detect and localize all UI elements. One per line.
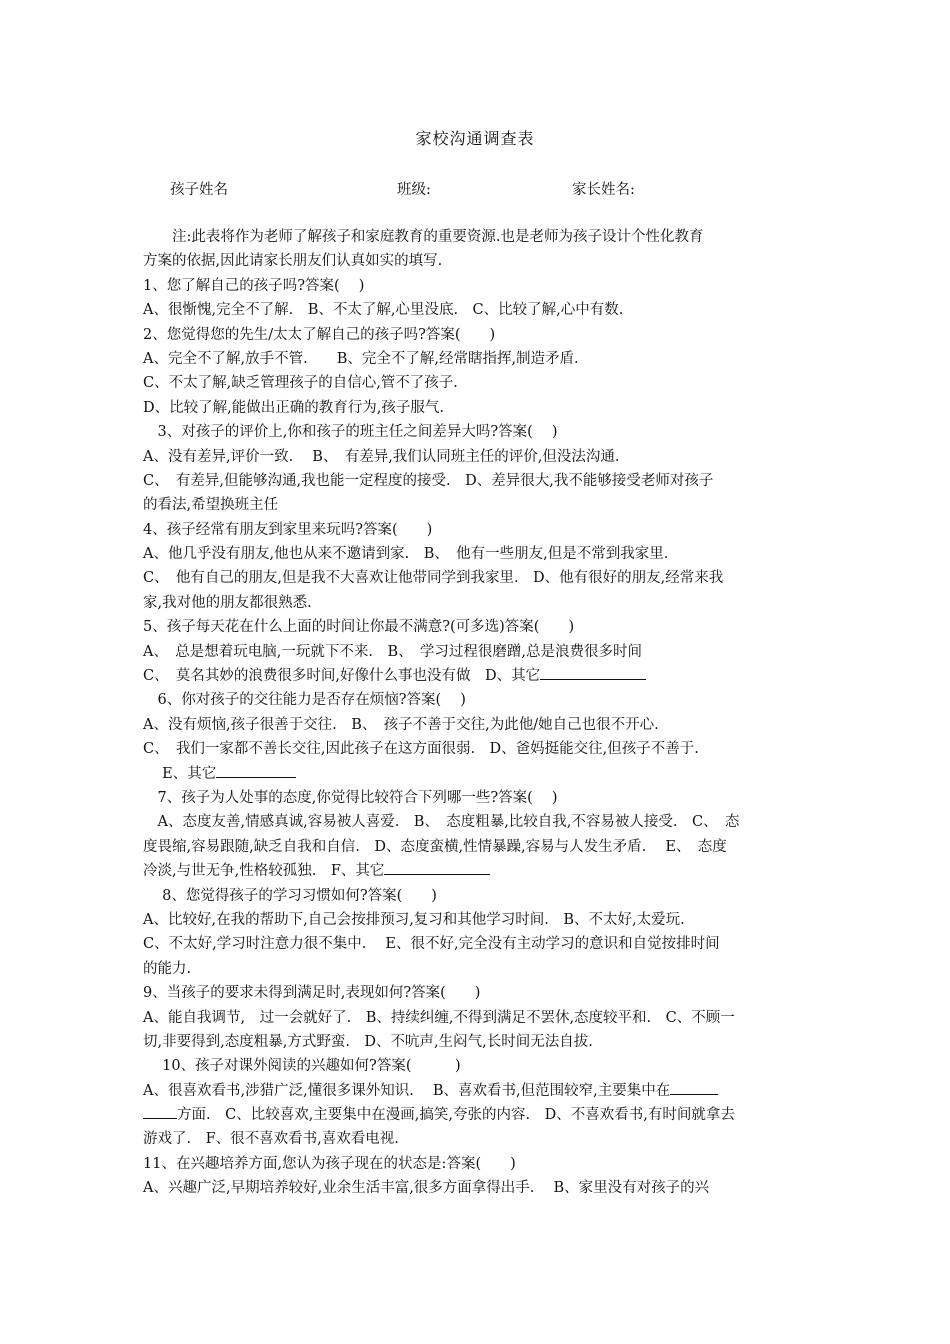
option-line-with-blank [143,762,810,786]
option-line-with-blank [143,859,810,883]
question-line: 6、你对孩子的交往能力是否存在烦恼?答案( ) [143,692,466,709]
option-text: C、 莫名其妙的浪费很多时间,好像什么事也没有做 D、其它 [143,668,541,685]
option-line: 切,非要得到,态度粗暴,方式野蛮. D、不吭声,生闷气,长时间无法自拔. [143,1033,593,1050]
option-text: A、很喜欢看书,涉猎广泛,懂很多课外知识. B、喜欢看书,但范围较窄,主要集中在 [143,1082,671,1099]
question-line: 2、您觉得您的先生/太太了解自己的孩子吗?答案( ) [143,326,496,343]
option-line: A、兴趣广泛,早期培养较好,业余生活丰富,很多方面拿得出手. B、家里没有对孩子的兴 [143,1180,710,1197]
option-line-with-blank [143,664,810,688]
option-line: 家,我对他的朋友都很熟悉. [143,594,312,611]
question-line: 10、孩子对课外阅读的兴趣如何?答案( ) [143,1058,461,1075]
option-line-with-blank [143,1079,810,1103]
child-name-label: 孩子姓名 [170,182,228,198]
option-line: A、 总是想着玩电脑,一玩就下不来. B、 学习过程很磨蹭,总是浪费很多时间 [143,643,642,660]
survey-body [143,225,810,1201]
question-line: 8、您觉得孩子的学习习惯如何?答案( ) [143,887,437,904]
option-line: C、不太了解,缺乏管理孩子的自信心,管不了孩子. [143,375,458,392]
option-line: C、不太好,学习时注意力很不集中. E、很不好,完全没有主动学习的意识和自觉按排时间 [143,936,720,953]
option-line: A、比较好,在我的帮助下,自己会按排预习,复习和其他学习时间. B、不太好,太爱玩. [143,911,685,928]
question-line: 11、在兴趣培养方面,您认为孩子现在的状态是:答案( ) [143,1155,516,1172]
option-line: A、完全不了解,放手不管. B、完全不了解,经常瞎指挥,制造矛盾. [143,350,579,367]
info-row [0,178,950,198]
fill-blank[interactable] [670,1080,718,1095]
text-line: 注:此表将作为老师了解孩子和家庭教育的重要资源.也是老师为孩子设计个性化教育 [143,229,704,245]
question-line: 4、孩子经常有朋友到家里来玩吗?答案( ) [143,521,433,538]
option-line: A、他几乎没有朋友,他也从来不邀请到家. B、 他有一些朋友,但是不常到我家里. [143,546,669,563]
option-line: C、 他有自己的朋友,但是我不大喜欢让他带同学到我家里. D、他有很好的朋友,经常来我 [143,570,724,587]
question-line: 3、对孩子的评价上,你和孩子的班主任之间差异大吗?答案( ) [143,424,558,441]
question-line: 5、孩子每天花在什么上面的时间让你最不满意?(可多选)答案( ) [143,619,575,636]
page-title: 家校沟通调查表 [415,129,535,148]
option-line: 度畏缩,容易跟随,缺乏自我和自信. D、态度蛮横,性情暴躁,容易与人发生矛盾. E、 态度 [143,838,727,855]
option-line-with-blank [143,1103,810,1127]
question-line: 1、您了解自己的孩子吗?答案( ) [143,277,365,294]
option-line: 游戏了. F、很不喜欢看书,喜欢看电视. [143,1131,399,1148]
fill-blank[interactable] [216,763,296,778]
option-text: E、其它 [143,765,217,782]
text-line: 方案的依据,因此请家长朋友们认真如实的填写. [143,253,443,270]
question-line: 7、孩子为人处事的态度,你觉得比较符合下列哪一些?答案( ) [143,789,558,806]
option-line: 的看法,希望换班主任 [143,497,279,514]
option-line: A、很惭愧,完全不了解. B、不太了解,心里没底. C、比较了解,心中有数. [143,302,624,319]
option-text: 方面. C、比较喜欢,主要集中在漫画,搞笑,夸张的内容. D、不喜欢看书,有时间就拿去 [177,1107,735,1124]
fill-blank[interactable] [384,860,490,875]
option-line: A、态度友善,情感真诚,容易被人喜爱. B、 态度粗暴,比较自我,不容易被人接受. C、 态 [143,814,740,831]
option-line: 的能力. [143,960,192,977]
class-label: 班级: [397,182,431,198]
option-text: 冷淡,与世无争,性格较孤独. F、其它 [143,863,385,880]
option-line: D、比较了解,能做出正确的教育行为,孩子服气. [143,399,444,416]
question-line: 9、当孩子的要求未得到满足时,表现如何?答案( ) [143,985,481,1002]
option-line: A、能自我调节, 过一会就好了. B、持续纠缠,不得到满足不罢休,态度较平和. C、不顾一 [143,1009,735,1026]
fill-blank[interactable] [540,665,646,680]
parent-name-label: 家长姓名: [572,182,635,198]
option-line: A、没有差异,评价一致. B、 有差异,我们认同班主任的评价,但没法沟通. [143,448,620,465]
option-line: C、 有差异,但能够沟通,我也能一定程度的接受. D、差异很大,我不能够接受老师对孩子 [143,472,714,489]
option-line: A、没有烦恼,孩子很善于交往. B、 孩子不善于交往,为此他/她自己也很不开心. [143,716,659,733]
fill-blank[interactable] [143,1104,177,1119]
option-line: C、 我们一家都不善长交往,因此孩子在这方面很弱. D、爸妈挺能交往,但孩子不善于. [143,741,699,758]
